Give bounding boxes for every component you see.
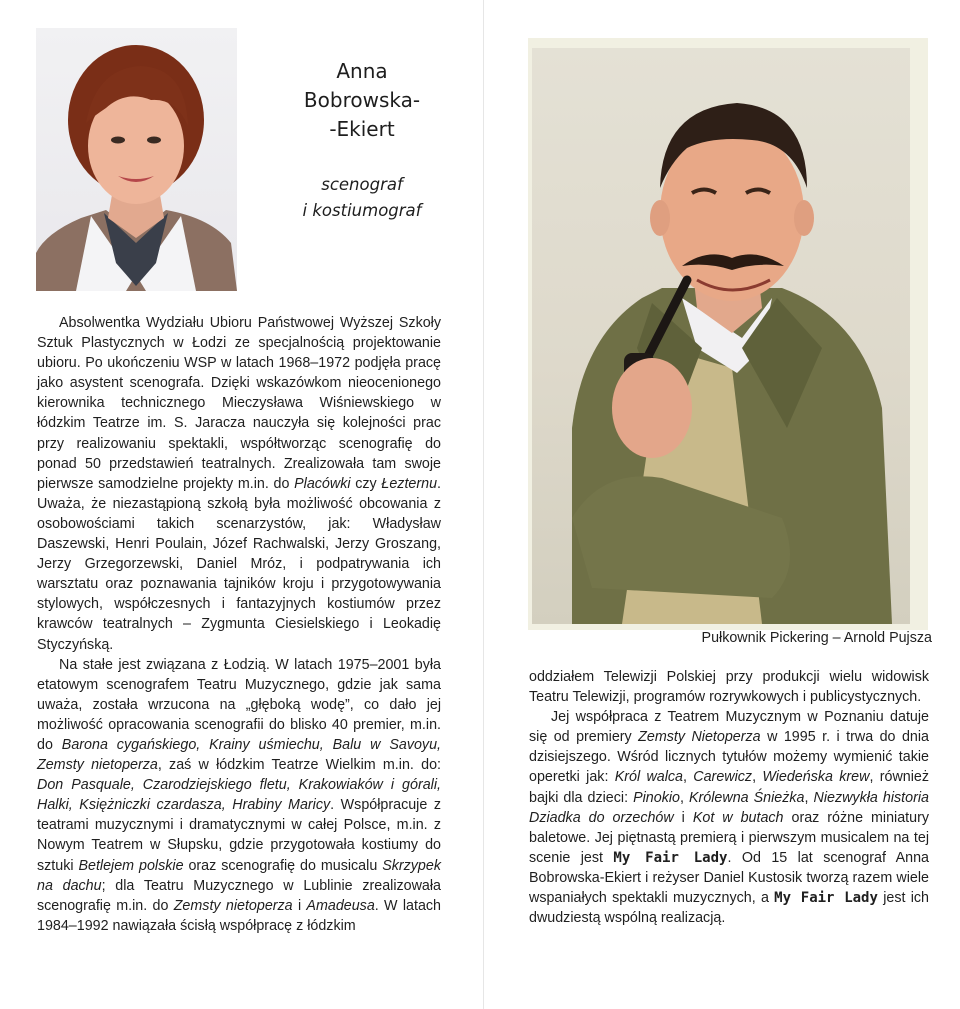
person-name-line-3: -Ekiert	[329, 117, 395, 141]
musical-title-2: My Fair Lady	[774, 890, 878, 907]
page-fold	[483, 0, 484, 1009]
actor-photo-pickering	[532, 48, 910, 624]
right-paragraph-2: Jej współpraca z Teatrem Muzycznym w Poznaniu datuje się od premiery Zemsty Nietoperza w 1995 r. i trwa do dnia dzisiejszego. Wśród licznych tytułów możemy wymienić takie operetki jak: Król walca, Carewicz, Wiedeńska krew, również bajki dla dzieci: Pinokio, Królewna Śnieżka, Niezwykła historia Dziadka do orzechów i Kot w butach oraz różne miniatury baletowe. Jej piętnastą premierą i pierwszym musicalem na tej scenie jest My Fair Lady. Od 15 lat scenograf Anna Bobrowska-Ekiert i reżyser Daniel Kustosik tworzą razem wiele wspaniałych spektakli muzycznych, a My Fair Lady jest ich dwudziestą wspólną realizacją.	[529, 709, 930, 927]
left-column-text	[37, 313, 441, 936]
photo-caption: Pułkownik Pickering – Arnold Pujsza	[701, 630, 932, 646]
person-name-line-1: Anna	[336, 59, 388, 83]
left-paragraph-1: Absolwentka Wydziału Ubioru Państwowej Wyższej Szkoły Sztuk Plastycznych w Łodzi ze specjalnością projektowanie ubioru. Po ukończeniu WSP w latach 1968–1972 podjęła pracę jako asystent scenografa. Dzięki wskazówkom nieocenionego kierownika technicznego Mieczysława Wiśniewskiego w łódzkim Teatrze im. S. Jaracza nauczyła się kolejności prac przy realizowaniu spektakli, współtworząc scenografię do ponad 50 przedstawień teatralnych. Zrealizowała tam swoje pierwsze samodzielne projekty m.in. do Placówki czy Łezternu. Uważa, że niezastąpioną szkołą była możliwość obcowania z osobowościami takich scenarzystów, jak: Władysław Daszewski, Henri Poulain, Józef Rachwalski, Jerzy Groszang, Jerzy Grzegorzewski, Daniel Mróz, i podpatrywania ich warsztatu oraz poznawania tajników kroju i przygotowywania stylowych, współczesnych i fantazyjnych kostiumów przez krawców teatralnych – Zygmunta Ciesielskiego i Leokadię Styczyńską.	[37, 315, 442, 653]
left-paragraph-2: Na stałe jest związana z Łodzią. W latach 1975–2001 była etatowym scenografem Teatru Muzycznego, gdzie jak sama uważa, została wrzucona na „głęboką wodę”, co dało jej możliwość opracowania scenografii do blisko 40 premier, m.in. do Barona cygańskiego, Krainy uśmiechu, Balu w Savoyu, Zemsty nietoperza, zaś w łódzkim Teatrze Wielkim m.in. do: Don Pasquale, Czarodziejskiego fletu, Krakowiaków i górali, Halki, Księżniczki czardasza, Hrabiny Maricy. Współpracuje z teatrami muzycznymi i dramatycznymi w całej Polsce, m.in. z Nowym Teatrem w Słupsku, gdzie przygotowała kostiumy do sztuki Betlejem polskie oraz scenografię do musicalu Skrzypek na dachu; dla Teatru Muzycznego w Lublinie zrealizowała scenografię m.in. do Zemsty nietoperza i Amadeusa. W latach 1984–1992 nawiązała ścisłą współpracę z łódzkim	[37, 656, 442, 934]
person-title-block	[262, 57, 462, 224]
right-paragraph-1: oddziałem Telewizji Polskiej przy produkcji wielu widowisk Teatru Telewizji, programów rozrywkowych i publicystycznych.	[529, 669, 929, 706]
person-role-line-1: scenograf	[321, 175, 403, 194]
person-name-line-2: Bobrowska-	[303, 88, 421, 112]
portrait-photo-anna	[36, 28, 237, 291]
right-column-text	[529, 667, 929, 928]
musical-title: My Fair Lady	[613, 849, 728, 866]
person-role-line-2: i kostiumograf	[302, 201, 422, 220]
